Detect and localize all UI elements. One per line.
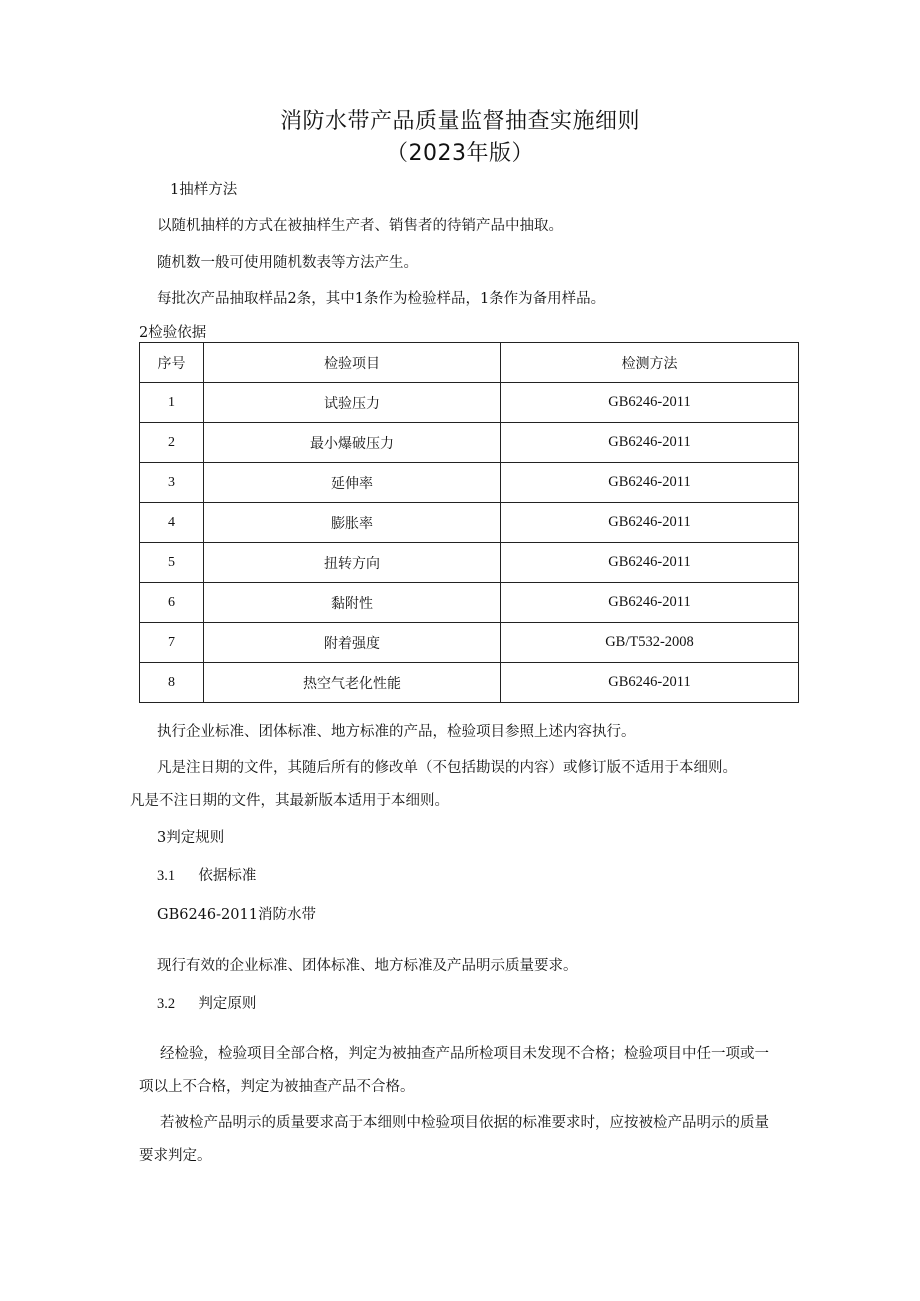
row-index: 7	[140, 623, 204, 663]
table-header-row	[140, 343, 799, 383]
judgement-paragraph-line: 经检验，检验项目全部合格，判定为被抽查产品所检项目未发现不合格；检验项目中任一项或一	[160, 1046, 769, 1062]
row-method: GB6246-2011	[501, 503, 799, 543]
section-1-paragraph: 每批次产品抽取样品2条，其中1条作为检验样品，1条作为备用样品。	[157, 291, 606, 307]
row-item: 热空气老化性能	[204, 663, 501, 703]
standard-reference: GB6246-2011消防水带	[157, 907, 316, 923]
row-item: 附着强度	[204, 623, 501, 663]
table-row	[140, 463, 799, 503]
row-method: GB6246-2011	[501, 583, 799, 623]
section-2-note: 执行企业标准、团体标准、地方标准的产品，检验项目参照上述内容执行。	[157, 724, 636, 740]
row-method: GB6246-2011	[501, 383, 799, 423]
section-3-heading: 3判定规则	[157, 830, 225, 846]
header-method: 检测方法	[501, 343, 799, 383]
row-item: 黏附性	[204, 583, 501, 623]
section-1-paragraph: 以随机抽样的方式在被抽样生产者、销售者的待销产品中抽取。	[157, 218, 563, 234]
row-item: 扭转方向	[204, 543, 501, 583]
header-item: 检验项目	[204, 343, 501, 383]
table-row	[140, 543, 799, 583]
row-item: 延伸率	[204, 463, 501, 503]
section-1-paragraph: 随机数一般可使用随机数表等方法产生。	[157, 255, 418, 271]
row-item: 膨胀率	[204, 503, 501, 543]
row-method: GB6246-2011	[501, 423, 799, 463]
row-index: 5	[140, 543, 204, 583]
document-title: 消防水带产品质量监督抽查实施细则	[279, 109, 640, 134]
inspection-basis-table	[139, 342, 799, 703]
header-index: 序号	[140, 343, 204, 383]
section-3-2-heading	[157, 994, 256, 1014]
row-index: 4	[140, 503, 204, 543]
table-row	[140, 663, 799, 703]
document-subtitle: （2023年版）	[386, 141, 534, 166]
row-index: 8	[140, 663, 204, 703]
row-index: 1	[140, 383, 204, 423]
section-2-note: 凡是注日期的文件，其随后所有的修改单（不包括勘误的内容）或修订版不适用于本细则。	[157, 760, 737, 776]
section-2-heading: 2检验依据	[139, 325, 207, 341]
row-method: GB6246-2011	[501, 663, 799, 703]
section-3-1-heading	[157, 866, 256, 886]
section-3-1-title: 依据标准	[198, 868, 257, 884]
standard-reference: 现行有效的企业标准、团体标准、地方标准及产品明示质量要求。	[157, 958, 578, 974]
row-method: GB/T532-2008	[501, 623, 799, 663]
row-index: 2	[140, 423, 204, 463]
section-3-2-title: 判定原则	[198, 996, 257, 1012]
judgement-paragraph-line: 要求判定。	[139, 1148, 212, 1164]
table-row	[140, 383, 799, 423]
row-index: 6	[140, 583, 204, 623]
section-2-note: 凡是不注日期的文件，其最新版本适用于本细则。	[130, 793, 449, 809]
section-3-2-number: 3.2	[157, 996, 176, 1012]
section-1-heading: 1抽样方法	[170, 182, 238, 198]
table-row	[140, 623, 799, 663]
row-method: GB6246-2011	[501, 543, 799, 583]
row-item: 最小爆破压力	[204, 423, 501, 463]
row-index: 3	[140, 463, 204, 503]
judgement-paragraph-line: 项以上不合格，判定为被抽查产品不合格。	[139, 1079, 415, 1095]
row-item: 试验压力	[204, 383, 501, 423]
row-method: GB6246-2011	[501, 463, 799, 503]
table-row	[140, 583, 799, 623]
section-3-1-number: 3.1	[157, 868, 176, 884]
judgement-paragraph-line: 若被检产品明示的质量要求高于本细则中检验项目依据的标准要求时，应按被检产品明示的质量	[160, 1115, 769, 1131]
table-row	[140, 503, 799, 543]
table-row	[140, 423, 799, 463]
